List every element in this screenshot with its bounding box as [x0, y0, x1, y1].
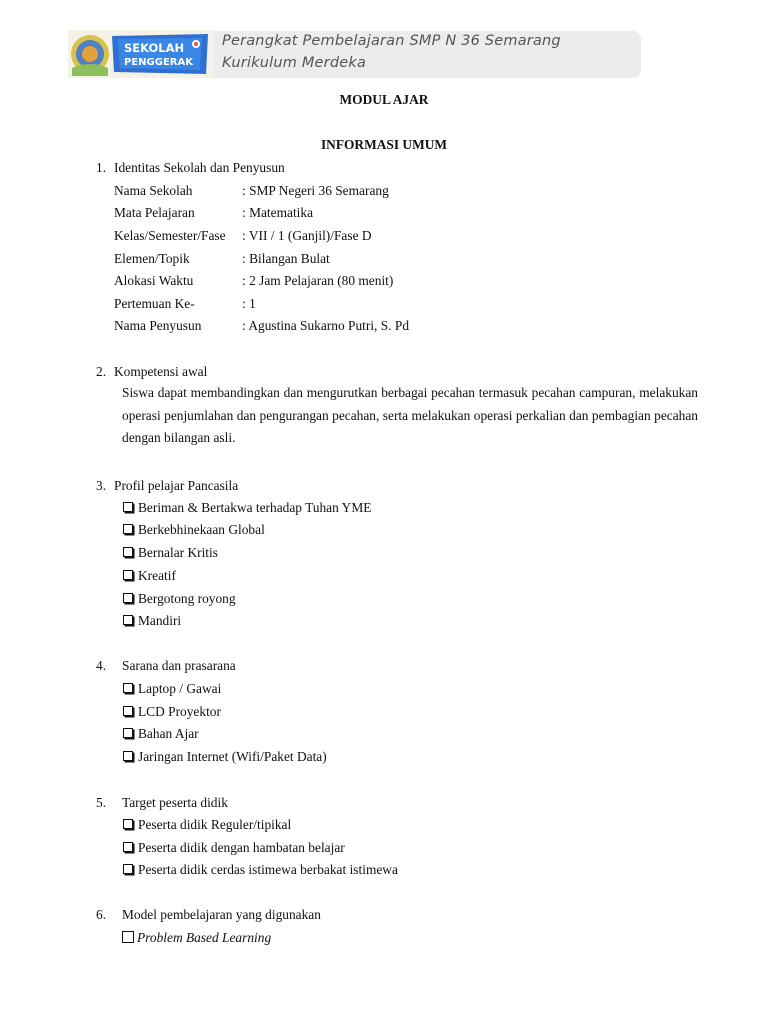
document-title: MODUL AJAR: [339, 92, 429, 107]
identity-label: Nama Penyusun: [114, 318, 202, 333]
section-6-number: 6.: [96, 907, 107, 922]
section-2-title: Kompetensi awal: [114, 364, 208, 379]
section-1-number: 1.: [96, 160, 107, 175]
checkbox-icon: [123, 728, 133, 738]
header-line-2: Kurikulum Merdeka: [222, 55, 367, 71]
checklist-item-label: LCD Proyektor: [138, 704, 221, 719]
checklist-item: [123, 817, 291, 833]
identity-value: : 2 Jam Pelajaran (80 menit): [242, 273, 394, 288]
checklist-item-label: Laptop / Gawai: [138, 681, 222, 696]
section-4-title: Sarana dan prasarana: [122, 658, 236, 673]
checklist-item: [123, 726, 199, 742]
checklist-item-label: Berkebhinekaan Global: [138, 522, 265, 537]
checklist-item-label: Peserta didik dengan hambatan belajar: [138, 840, 345, 855]
identity-value: : 1: [242, 296, 256, 311]
competency-paragraph: Siswa dapat membandingkan dan mengurutkan berbagai pecahan termasuk pecahan campuran, melakukan operasi penjumlahan dan pengurangan pecahan, serta melakukan operasi perkalian dan pembagian pecahan dengan bilangan asli.: [122, 385, 698, 446]
section-3-title: Profil pelajar Pancasila: [114, 478, 239, 493]
checklist-item-label: Bahan Ajar: [138, 726, 199, 741]
identity-value: : SMP Negeri 36 Semarang: [242, 183, 389, 198]
identity-label: Nama Sekolah: [114, 183, 193, 198]
checkbox-icon: [123, 864, 133, 874]
checklist-item-label: Beriman & Bertakwa terhadap Tuhan YME: [138, 500, 372, 515]
checkbox-icon: [123, 615, 133, 625]
identity-value: : Bilangan Bulat: [242, 251, 330, 266]
section-2-number: 2.: [96, 364, 107, 379]
identity-value: : VII / 1 (Ganjil)/Fase D: [242, 228, 372, 243]
checklist-item: [123, 522, 265, 538]
checklist-item: [123, 749, 327, 765]
section-3-number: 3.: [96, 478, 107, 493]
checklist-item: [123, 613, 181, 629]
checklist-item-label: Peserta didik Reguler/tipikal: [138, 817, 292, 832]
checklist-item: [123, 681, 221, 697]
checklist-item-label: Bernalar Kritis: [138, 545, 218, 560]
checklist-item: [123, 862, 398, 878]
section-4-number: 4.: [96, 658, 107, 673]
checklist-item-label: Jaringan Internet (Wifi/Paket Data): [138, 749, 327, 764]
checklist-item-label: Mandiri: [138, 613, 182, 628]
sekolah-penggerak-logo: [68, 30, 214, 78]
checklist-item-label: Problem Based Learning: [137, 930, 272, 945]
identity-label: Mata Pelajaran: [114, 205, 195, 220]
logo-text-bottom: PENGGERAK: [124, 57, 193, 68]
checklist-item: [122, 930, 271, 946]
checklist-item: [123, 840, 345, 856]
section-1-title: Identitas Sekolah dan Penyusun: [114, 160, 285, 175]
identity-label: Alokasi Waktu: [114, 273, 194, 288]
identity-label: Pertemuan Ke-: [114, 296, 195, 311]
checkbox-icon: [123, 842, 133, 852]
identity-label: Kelas/Semester/Fase: [114, 228, 226, 243]
identity-value: : Agustina Sukarno Putri, S. Pd: [242, 318, 410, 333]
checklist-item: [123, 568, 176, 584]
checklist-item-label: Peserta didik cerdas istimewa berbakat istimewa: [138, 862, 398, 877]
checklist-item-label: Bergotong royong: [138, 591, 236, 606]
section-6-title: Model pembelajaran yang digunakan: [122, 907, 321, 922]
empty-checkbox-icon: [122, 931, 134, 943]
logo-text-top: SEKOLAH: [124, 41, 185, 55]
identity-value: : Matematika: [242, 205, 314, 220]
checkbox-icon: [123, 524, 133, 534]
checkbox-icon: [123, 547, 133, 557]
checkbox-icon: [123, 683, 133, 693]
checklist-item: [123, 500, 371, 516]
checkbox-icon: [123, 751, 133, 761]
identity-label: Elemen/Topik: [114, 251, 190, 266]
checkbox-icon: [123, 570, 133, 580]
checkbox-icon: [123, 593, 133, 603]
checklist-item: [123, 704, 221, 720]
section-5-number: 5.: [96, 795, 107, 810]
section-heading: INFORMASI UMUM: [320, 137, 448, 152]
checklist-item: [123, 545, 218, 561]
header-line-1: Perangkat Pembelajaran SMP N 36 Semarang: [222, 33, 561, 49]
checklist-item: [123, 591, 236, 607]
checkbox-icon: [123, 819, 133, 829]
section-5-title: Target peserta didik: [122, 795, 228, 810]
checkbox-icon: [123, 706, 133, 716]
checklist-item-label: Kreatif: [138, 568, 176, 583]
checkbox-icon: [123, 502, 133, 512]
